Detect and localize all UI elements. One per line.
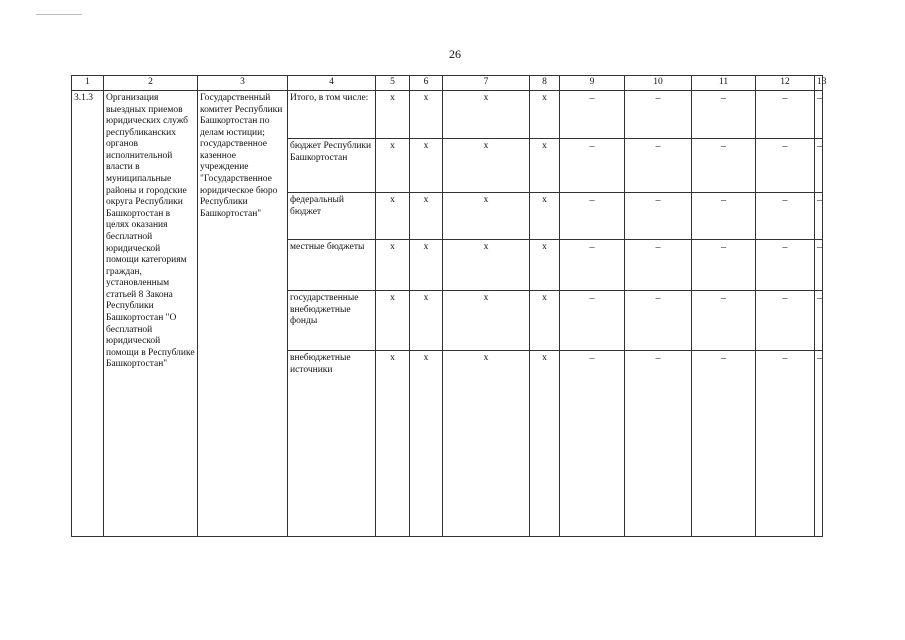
header-cell: 5 [376,76,410,91]
cell-value: х [530,291,560,351]
cell-value: х [443,291,530,351]
cell-value: х [410,193,443,240]
cell-value: – [815,139,823,193]
page-number: 26 [449,47,461,61]
header-cell: 12 [756,76,815,91]
cell-value: – [625,193,692,240]
cell-value: – [625,91,692,139]
cell-value: х [443,193,530,240]
cell-value: – [756,351,815,537]
cell-value: – [692,139,756,193]
executor-cell: Государственный комитет Республики Башкортостан по делам юстиции; государственное казенное учреждение "Государственное юридическое бюро Республики Башкортостан" [198,91,288,537]
cell-value: – [815,240,823,291]
cell-value: – [625,139,692,193]
cell-value: – [560,193,625,240]
header-cell: 1 [72,76,104,91]
cell-value: х [410,139,443,193]
source-label: внебюджетные источники [288,351,376,537]
header-cell: 13 [815,76,823,91]
cell-value: – [560,291,625,351]
cell-value: х [443,91,530,139]
activity-title: Организация выездных приемов юридических служб республиканских органов исполнительной власти в муниципальные районы и городские округа Республики Башкортостан в целях оказания бесплатной юридической помощи категориям граждан, установленным статьей 8 Закона Республики Башкортостан "О бесплатной юридической помощи в Республике Башкортостан" [104,91,198,537]
header-cell: 9 [560,76,625,91]
cell-value: – [692,291,756,351]
cell-value: – [625,240,692,291]
cell-value: – [756,91,815,139]
cell-value: – [756,291,815,351]
header-cell: 7 [443,76,530,91]
cell-value: – [692,193,756,240]
cell-value: х [376,91,410,139]
cell-value: х [410,291,443,351]
cell-value: х [376,291,410,351]
header-cell: 11 [692,76,756,91]
cell-value: х [376,240,410,291]
source-label: Итого, в том числе: [288,91,376,139]
table-row [72,91,823,139]
cell-value: – [756,240,815,291]
cell-value: – [815,291,823,351]
cell-value: – [756,139,815,193]
cell-value: – [815,351,823,537]
row-code: 3.1.3 [72,91,104,537]
cell-value: – [815,91,823,139]
cell-value: – [815,193,823,240]
source-label: государственные внебюджетные фонды [288,291,376,351]
header-cell: 3 [198,76,288,91]
source-label: бюджет Республики Башкортостан [288,139,376,193]
header-cell: 8 [530,76,560,91]
cell-value: х [376,193,410,240]
cell-value: х [410,91,443,139]
cell-value: х [530,139,560,193]
cell-value: – [560,240,625,291]
cell-value: х [530,91,560,139]
scan-mark [36,14,82,15]
cell-value: х [443,139,530,193]
cell-value: х [410,240,443,291]
header-cell: 10 [625,76,692,91]
cell-value: х [376,351,410,537]
cell-value: – [625,351,692,537]
cell-value: х [443,351,530,537]
cell-value: – [756,193,815,240]
header-cell: 4 [288,76,376,91]
header-cell: 6 [410,76,443,91]
cell-value: х [530,193,560,240]
cell-value: х [410,351,443,537]
cell-value: х [530,351,560,537]
cell-value: – [560,139,625,193]
cell-value: – [560,91,625,139]
program-table [71,75,827,537]
cell-value: х [530,240,560,291]
cell-value: – [625,291,692,351]
header-cell: 2 [104,76,198,91]
cell-value: х [376,139,410,193]
column-number-row [72,76,823,91]
source-label: федеральный бюджет [288,193,376,240]
cell-value: – [560,351,625,537]
cell-value: х [443,240,530,291]
source-label: местные бюджеты [288,240,376,291]
cell-value: – [692,351,756,537]
cell-value: – [692,91,756,139]
cell-value: – [692,240,756,291]
